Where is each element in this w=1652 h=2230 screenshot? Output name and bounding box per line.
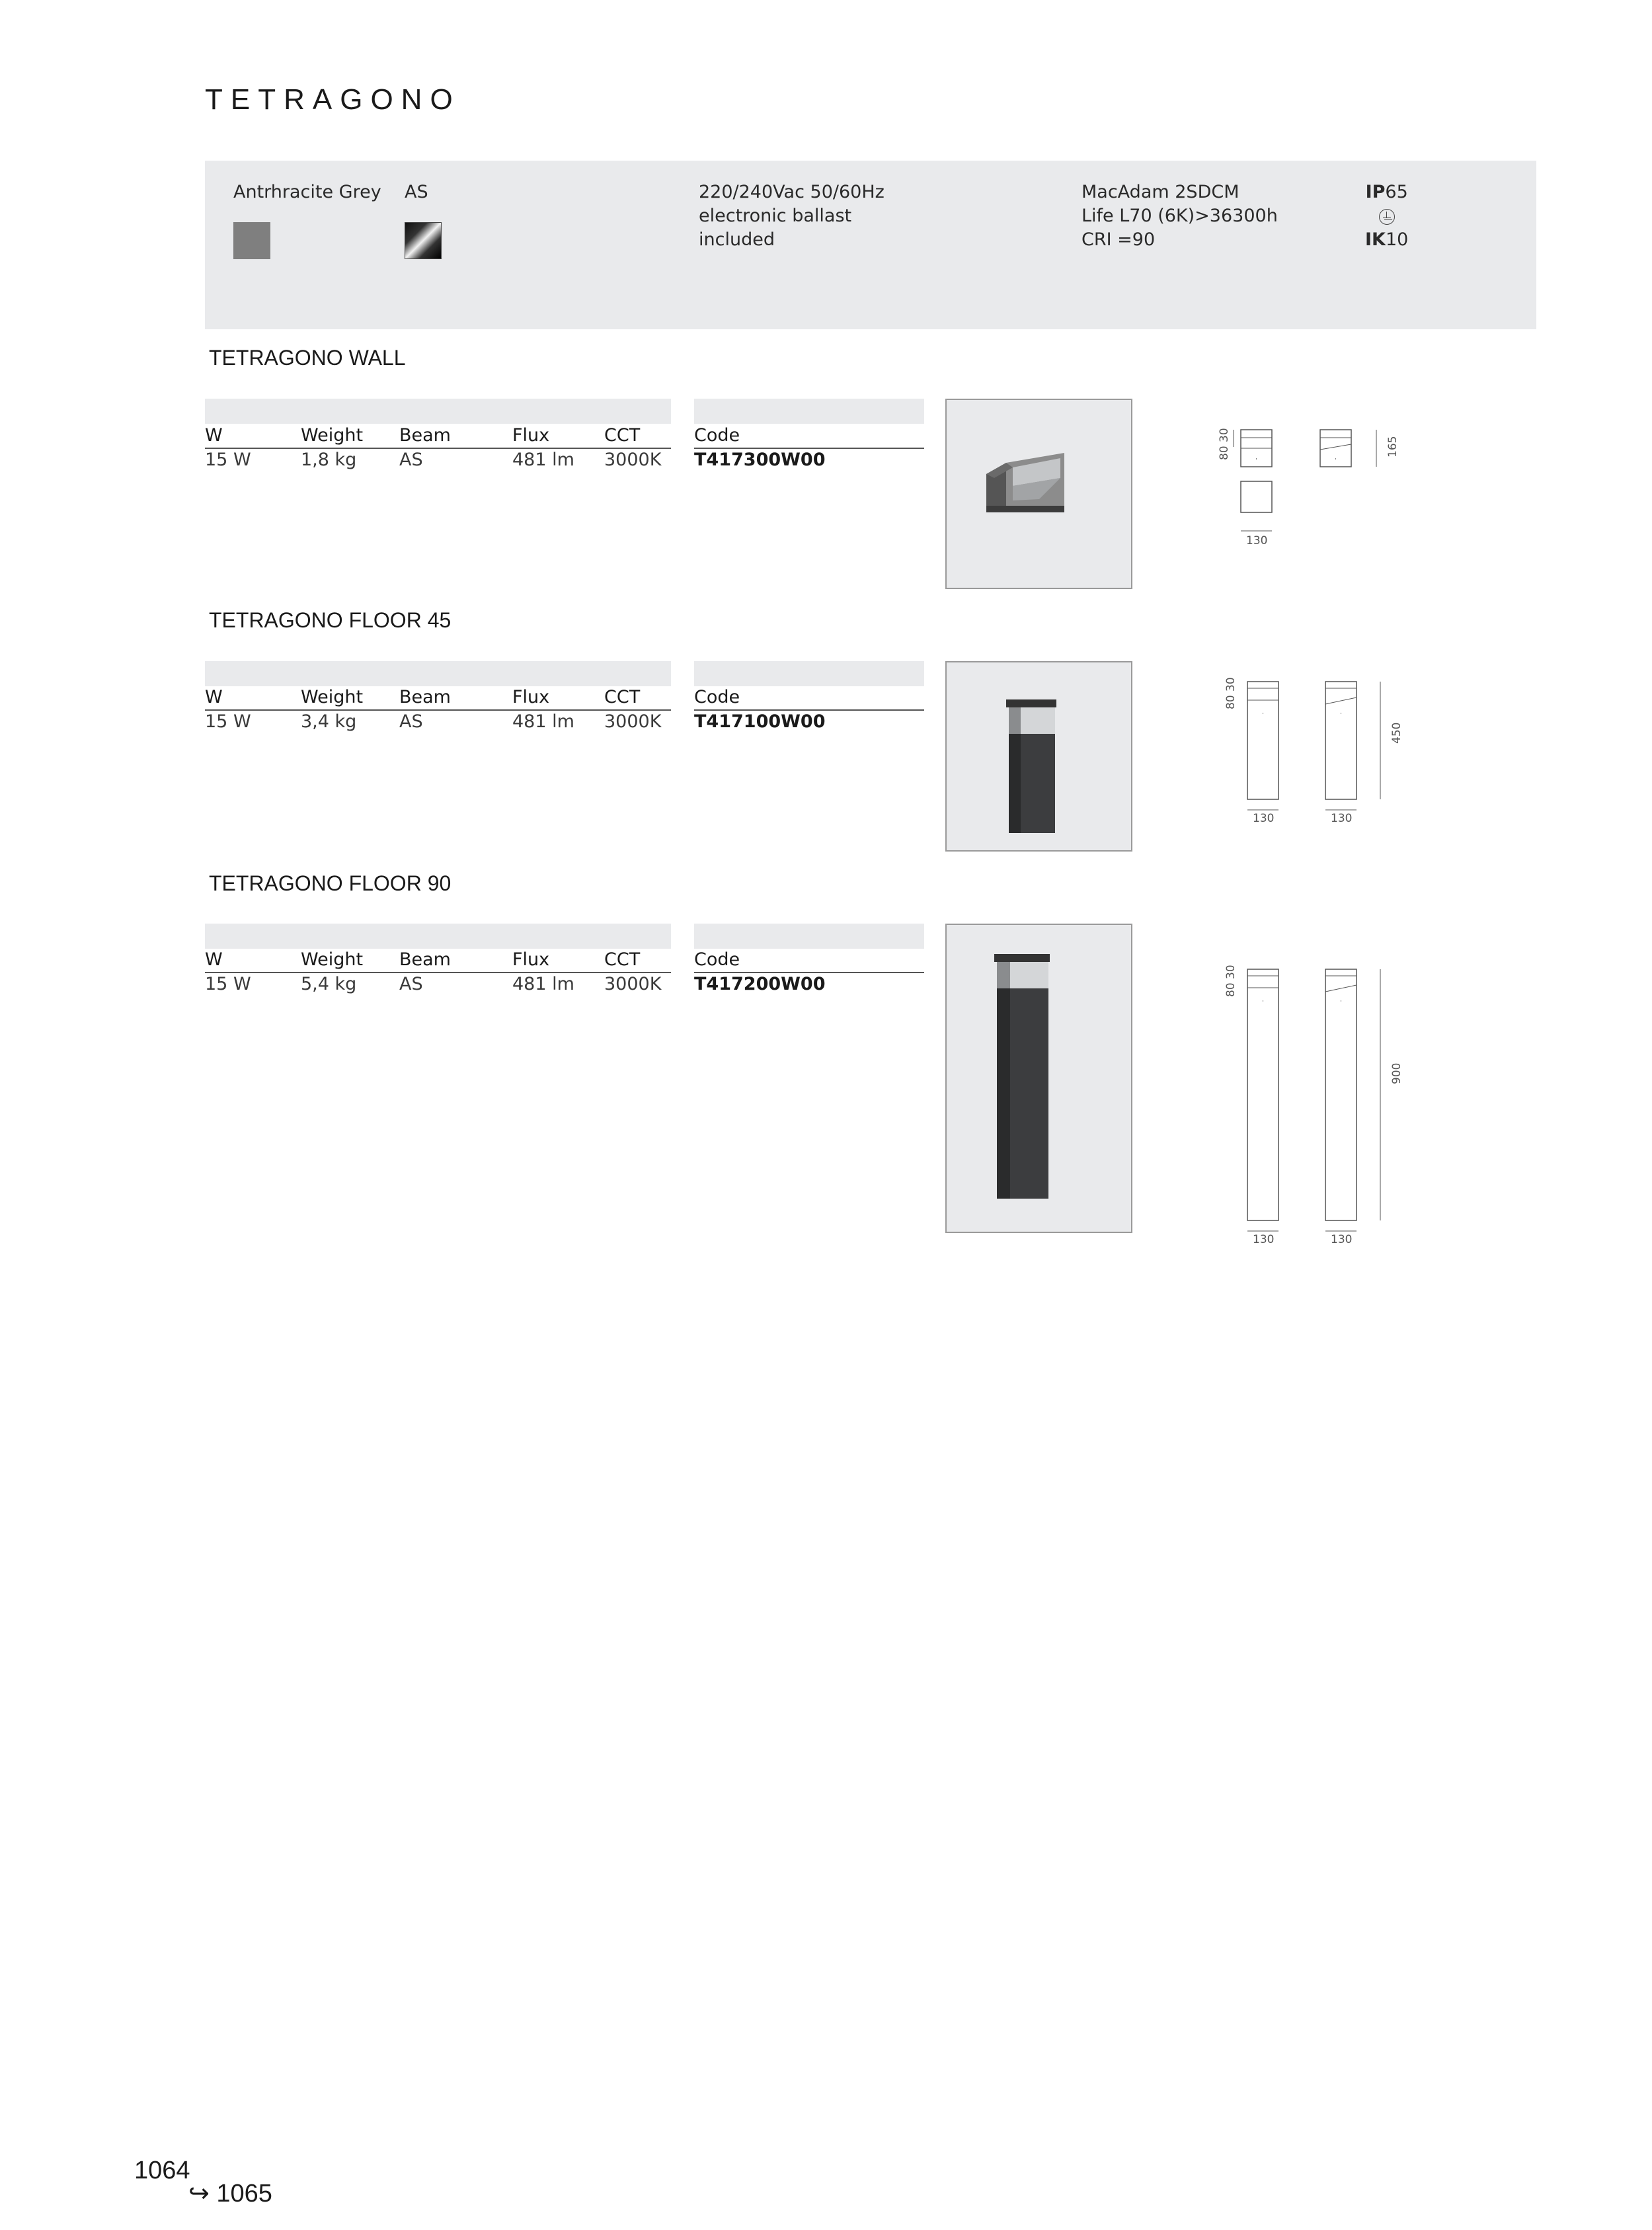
- divider: [694, 709, 924, 711]
- col-code: Code: [694, 687, 740, 707]
- col-weight: Weight: [301, 949, 364, 970]
- col-beam: Beam: [399, 949, 451, 970]
- spec-bar: [205, 924, 671, 949]
- finish-swatch: [233, 222, 270, 259]
- dim-width-label: 130: [1253, 812, 1275, 825]
- electrical-specs: [699, 180, 885, 252]
- floor90-lamp-image: [947, 925, 1134, 1234]
- page-number: 1064: [134, 2157, 190, 2184]
- product-photo: [945, 924, 1132, 1233]
- col-flux: Flux: [512, 687, 550, 707]
- code-bar: [694, 661, 924, 686]
- col-weight: Weight: [301, 687, 364, 707]
- ip-rating: IP65: [1365, 182, 1408, 202]
- protection-ratings: [1365, 180, 1408, 252]
- product-photo: [945, 661, 1132, 852]
- photometric-line: CRI =90: [1082, 229, 1156, 250]
- col-beam: Beam: [399, 687, 451, 707]
- spec-bar: [205, 661, 671, 686]
- col-weight: Weight: [301, 425, 364, 446]
- col-code: Code: [694, 425, 740, 446]
- next-page-number: 1065: [216, 2180, 272, 2208]
- value-weight: 5,4 kg: [301, 974, 357, 994]
- col-w: W: [205, 949, 223, 970]
- value-flux: 481 lm: [512, 711, 574, 732]
- divider: [205, 972, 671, 973]
- col-cct: CCT: [604, 949, 641, 970]
- dim-depth-label: 130: [1331, 812, 1353, 825]
- wall-lamp-image: [947, 400, 1134, 590]
- value-w: 15 W: [205, 974, 251, 994]
- spec-bar: [205, 399, 671, 424]
- value-cct: 3000K: [604, 711, 662, 732]
- product-photo: [945, 399, 1132, 589]
- finish-label: Antrhracite Grey: [233, 182, 381, 202]
- value-beam: AS: [399, 450, 423, 470]
- value-cct: 3000K: [604, 974, 662, 994]
- dim-height-label: 80 30: [1224, 677, 1238, 709]
- optic-label: AS: [405, 182, 428, 202]
- dim-width-label: 130: [1246, 534, 1268, 547]
- photometric-line: MacAdam 2SDCM: [1082, 182, 1239, 202]
- value-code: T417100W00: [694, 711, 826, 732]
- electrical-line: included: [699, 229, 775, 250]
- photometric-line: Life L70 (6K)>36300h: [1082, 206, 1278, 226]
- electrical-line: electronic ballast: [699, 206, 852, 226]
- product-title: TETRAGONO FLOOR 45: [209, 608, 452, 632]
- dimension-drawing: [1203, 671, 1415, 830]
- spec-header-band: [205, 161, 1536, 329]
- dimension-drawing: [1203, 410, 1415, 569]
- divider: [694, 448, 924, 449]
- col-flux: Flux: [512, 425, 550, 446]
- divider: [205, 709, 671, 711]
- value-w: 15 W: [205, 450, 251, 470]
- value-flux: 481 lm: [512, 450, 574, 470]
- dim-depth-label: 165: [1386, 436, 1399, 458]
- value-flux: 481 lm: [512, 974, 574, 994]
- product-title: TETRAGONO WALL: [209, 346, 406, 370]
- optic-swatch: [405, 222, 442, 259]
- value-beam: AS: [399, 974, 423, 994]
- col-cct: CCT: [604, 425, 641, 446]
- product-title: TETRAGONO FLOOR 90: [209, 871, 452, 895]
- page-title: TETRAGONO: [205, 83, 461, 116]
- dim-width-label: 130: [1253, 1233, 1275, 1246]
- col-w: W: [205, 687, 223, 707]
- code-bar: [694, 924, 924, 949]
- value-code: T417300W00: [694, 450, 826, 470]
- electrical-line: 220/240Vac 50/60Hz: [699, 182, 885, 202]
- value-cct: 3000K: [604, 450, 662, 470]
- earth-icon: [1365, 204, 1408, 228]
- dim-depth-label: 130: [1331, 1233, 1353, 1246]
- value-beam: AS: [399, 711, 423, 732]
- dimension-drawing: [1203, 932, 1415, 1246]
- divider: [694, 972, 924, 973]
- ik-rating: IK10: [1365, 229, 1409, 250]
- value-weight: 3,4 kg: [301, 711, 357, 732]
- value-w: 15 W: [205, 711, 251, 732]
- floor45-lamp-image: [947, 662, 1134, 853]
- value-code: T417200W00: [694, 974, 826, 994]
- dim-total-height-label: 900: [1390, 1062, 1403, 1084]
- next-page-link[interactable]: [188, 2178, 272, 2208]
- dim-height-label: 80 30: [1218, 428, 1231, 460]
- col-cct: CCT: [604, 687, 641, 707]
- value-weight: 1,8 kg: [301, 450, 357, 470]
- col-code: Code: [694, 949, 740, 970]
- col-beam: Beam: [399, 425, 451, 446]
- col-flux: Flux: [512, 949, 550, 970]
- dim-height-label: 80 30: [1224, 965, 1238, 997]
- code-bar: [694, 399, 924, 424]
- photometric-specs: [1082, 180, 1278, 252]
- return-arrow-icon: ↪: [188, 2180, 210, 2208]
- divider: [205, 448, 671, 449]
- dim-total-height-label: 450: [1390, 722, 1403, 744]
- col-w: W: [205, 425, 223, 446]
